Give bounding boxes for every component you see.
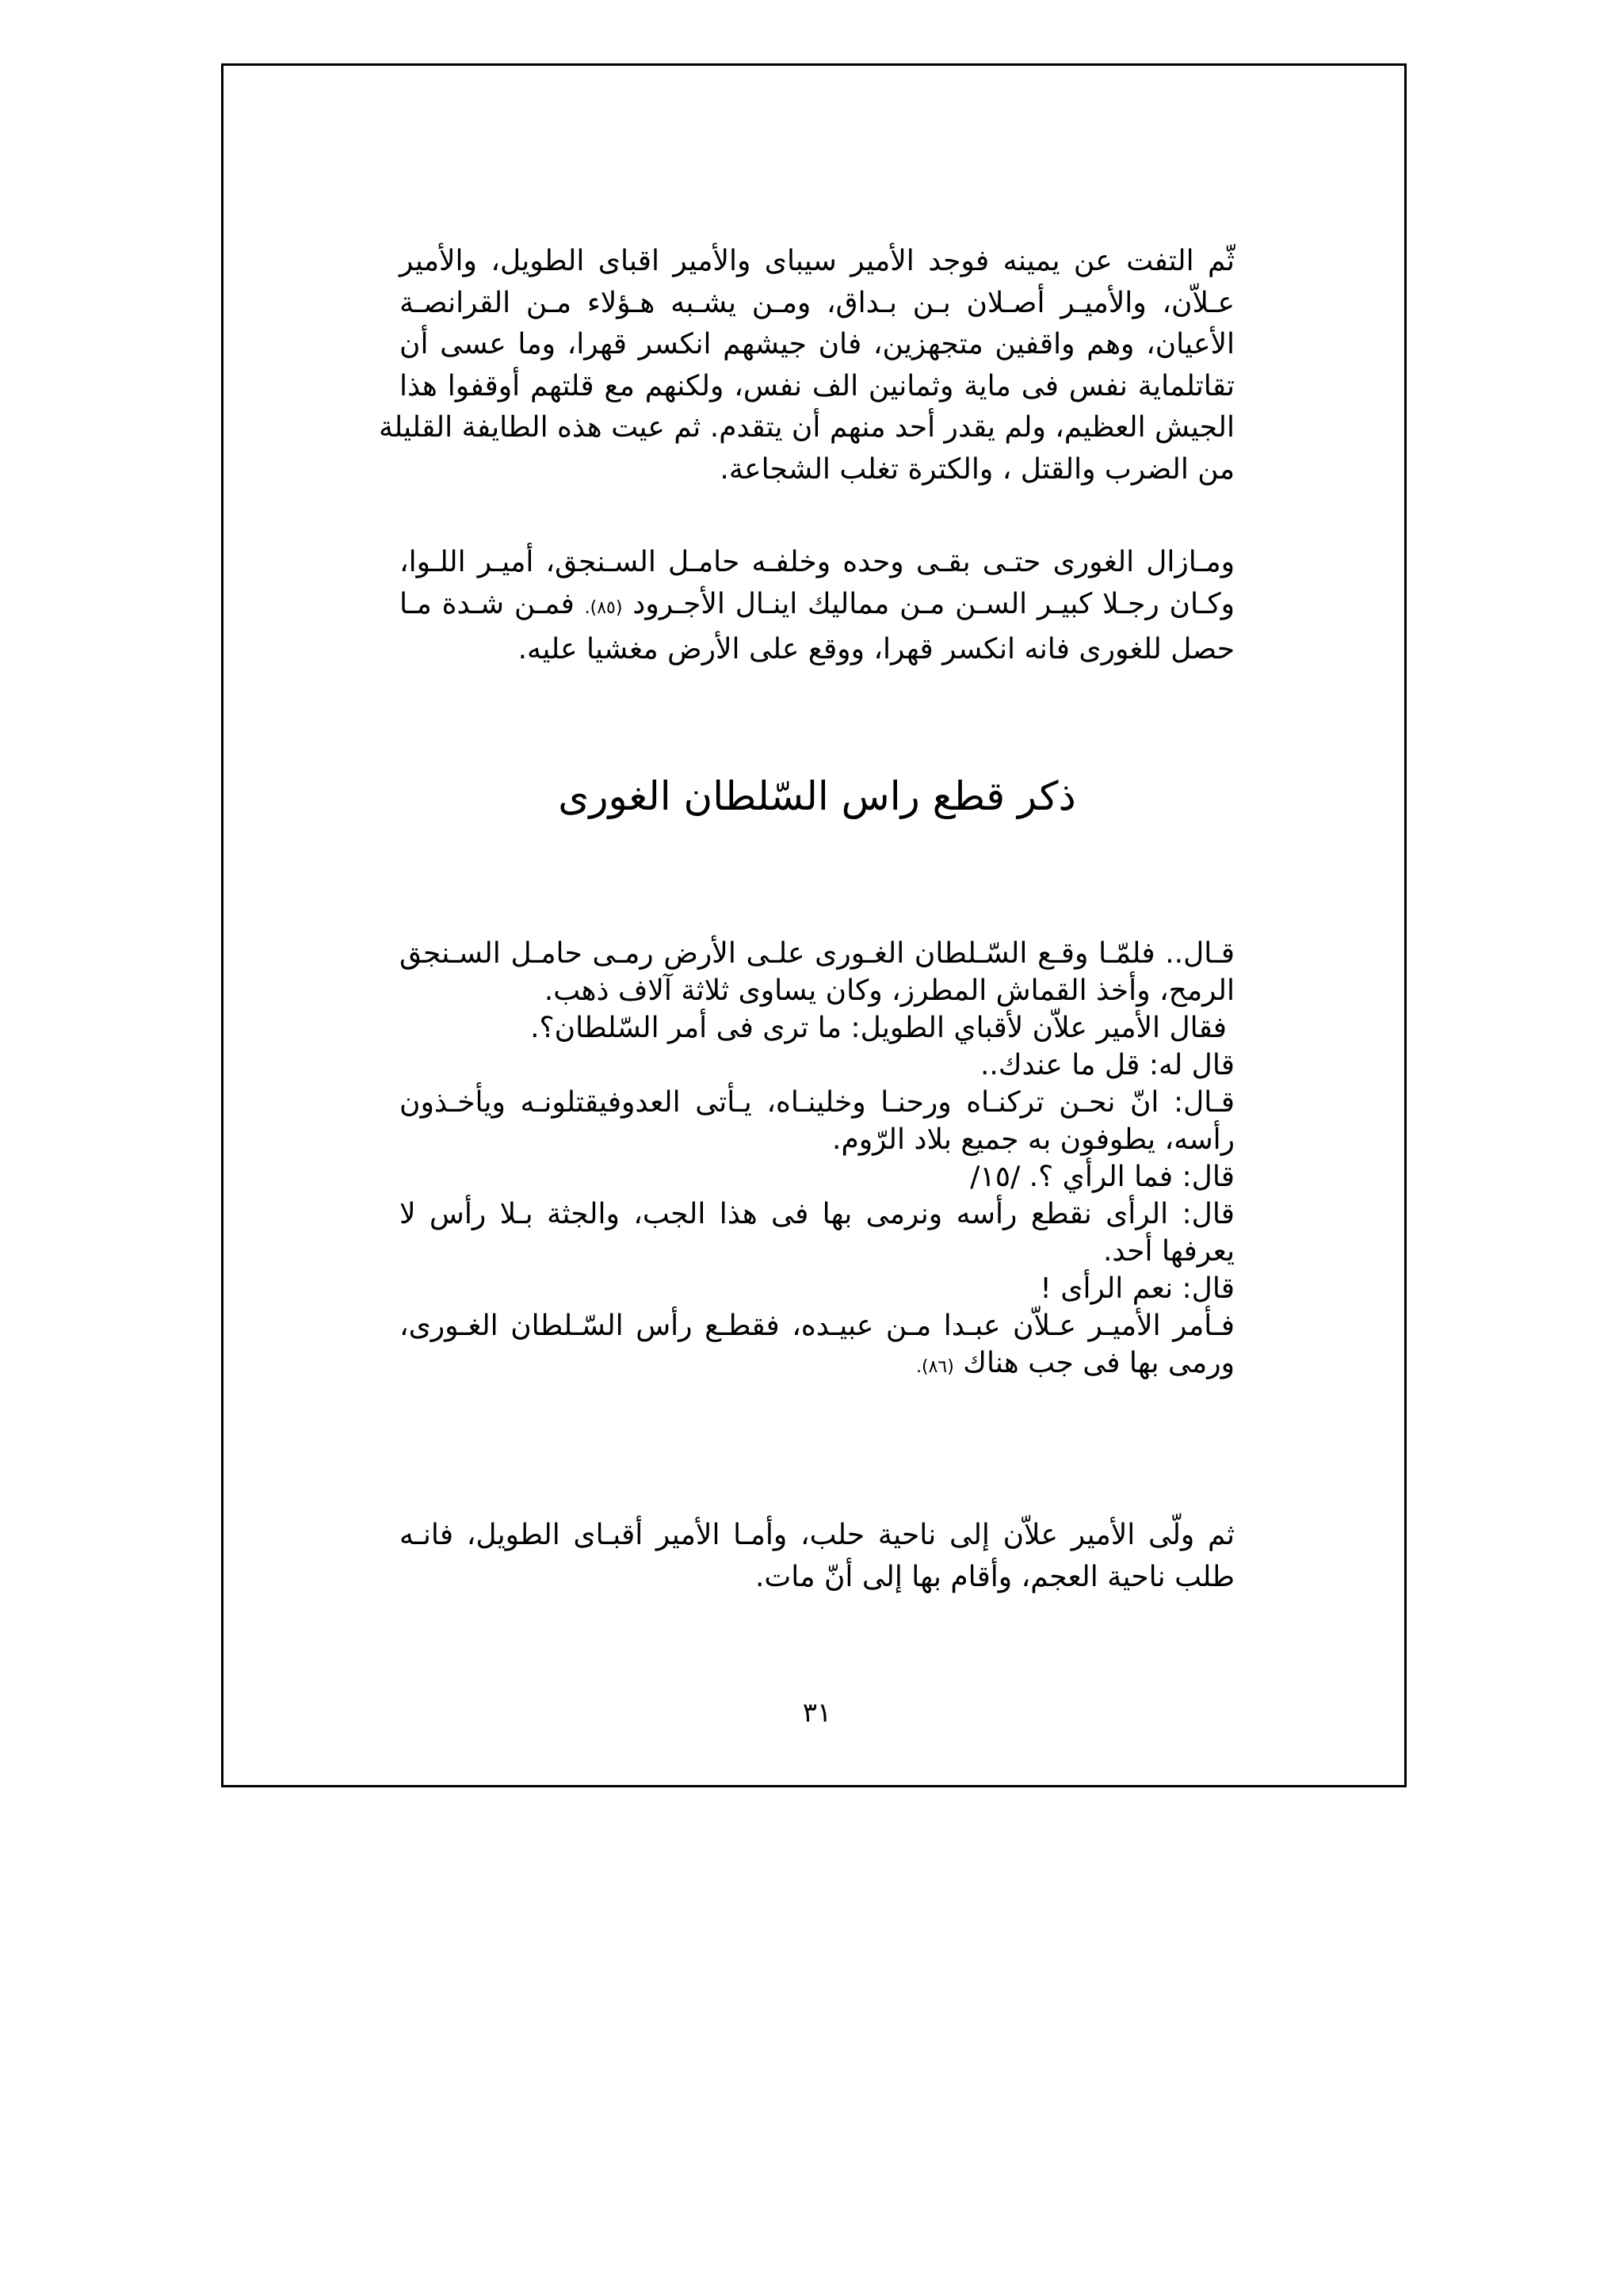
text-line: فقال الأمير علاّن لأقباي الطويل: ما ترى فى أمر السّلطان؟. <box>530 1012 1227 1044</box>
text-segment: وكـان رجـلا كبيـر السـن مـن مماليك اينـال الأجـرود <box>632 587 1235 620</box>
text-line: من الضرب والقتل ، والكترة تغلب الشجاعة. <box>720 452 1235 486</box>
paragraph-2 <box>399 542 1235 671</box>
paragraph-1 <box>378 241 1235 490</box>
text-line <box>399 1344 1235 1386</box>
text-line <box>399 584 1235 630</box>
footnote-reference: (٨٦). <box>916 1357 954 1377</box>
text-line: ثّم التفت عن يمينه فوجد الأمير سيباى والأمير اقباى الطويل، والأمير <box>399 245 1235 277</box>
text-line: عـلاّن، والأميـر أصـلان بـن بـداق، ومـن يشـبه هـؤلاء مـن القرانصـة <box>399 286 1235 319</box>
text-line: قال: فما الرأي ؟. /١٥/ <box>970 1161 1235 1193</box>
text-line: قال: الرأى نقطع رأسه ونرمى بها فى هذا الجب، والجثة بـلا رأس لا <box>399 1198 1235 1230</box>
text-line: حصل للغورى فانه انكسر قهرا، ووقع على الأرض مغشيا عليه. <box>517 633 1235 666</box>
text-line: الرمح، وأخذ القماش المطرز، وكان يساوى ثلاثة آلاف ذهب. <box>544 974 1235 1007</box>
text-segment: ورمى بها فى جب هناك <box>963 1347 1235 1379</box>
paragraph-3 <box>399 1515 1235 1598</box>
text-segment: فمـن شـدة مـا <box>399 587 575 620</box>
text-line: طلب ناحية العجم، وأقام بها إلى أنّ مات. <box>754 1560 1235 1593</box>
text-line: قال: نعم الرأى ! <box>1040 1272 1235 1305</box>
section-heading: ذكر قطع راس السّلطان الغورى <box>558 773 1076 819</box>
text-line: قـال: انّ نحـن تركنـاه ورحنـا وخلينـاه، يـأتى العدوفيقتلونـه ويأخـذون <box>399 1086 1235 1119</box>
text-line: قـال.. فلمّـا وقـع السّـلطان الغـورى علـى الأرض رمـى حامـل السـنجق <box>399 937 1235 970</box>
text-line: ثم ولّى الأمير علاّن إلى ناحية حلب، وأمـا الأمير أقبـاى الطويل، فانـه <box>399 1519 1235 1551</box>
footnote-reference: (٨٥). <box>584 597 623 618</box>
text-line: ومـازال الغورى حتـى بقـى وحده وخلفـه حامـل السـنجق، أميـر اللـوا، <box>399 546 1235 578</box>
text-line: فـأمر الأميـر عـلاّن عبـدا مـن عبيـده، فقطـع رأس السّـلطان الغـورى، <box>399 1310 1235 1342</box>
text-line: الأعيان، وهم واقفين متجهزين، فان جيشهم انكسر قهرا، وما عسى أن <box>399 328 1235 360</box>
text-line: الجيش العظيم، ولم يقدر أحد منهم أن يتقدم. ثم عيت هذه الطايفة القليلة <box>378 411 1235 444</box>
page-number: ٣١ <box>802 1697 832 1729</box>
text-line: تقاتلماية نفس فى ماية وثمانين الف نفس، ولكنهم مع قلتهم أوقفوا هذا <box>399 369 1235 402</box>
text-line: رأسه، يطوفون به جميع بلاد الرّوم. <box>832 1123 1235 1156</box>
dialogue-section <box>399 935 1235 1386</box>
text-line: يعرفها أحد. <box>1102 1235 1235 1268</box>
text-line: قال له: قل ما عندك.. <box>980 1049 1235 1081</box>
